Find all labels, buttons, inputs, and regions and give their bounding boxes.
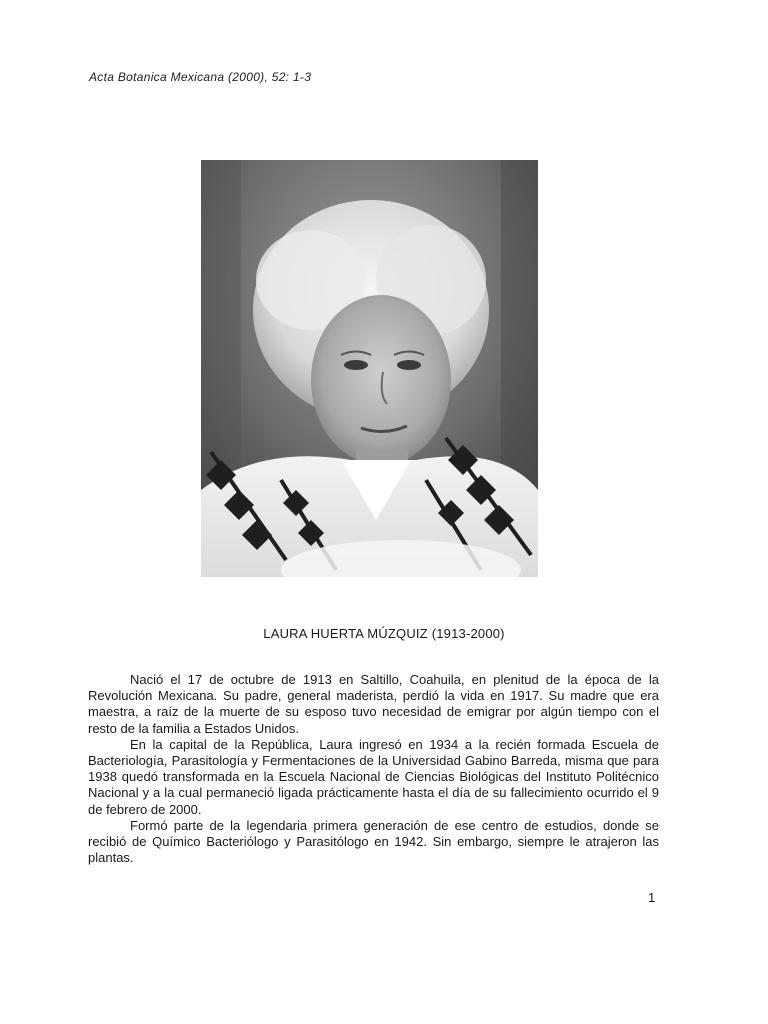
article-body	[88, 672, 659, 866]
portrait-illustration	[201, 160, 538, 577]
paragraph: En la capital de la República, Laura ingresó en 1934 a la recién formada Escuela de Bacteriología, Parasitología y Fermentaciones de la Universidad Gabino Barreda, misma que para 1938 quedó transformada en la Escuela Nacional de Ciencias Biológicas del Instituto Politécnico Nacional y a la cual permaneció ligada prácticamente hasta el día de su fallecimiento ocurrido el 9 de febrero de 2000.	[88, 736, 659, 817]
portrait-photo	[201, 160, 538, 577]
paragraph: Nació el 17 de octubre de 1913 en Saltillo, Coahuila, en plenitud de la época de la Revolución Mexicana. Su padre, general maderista, perdió la vida en 1917. Su madre que era maestra, a raíz de la muerte de su esposo tuvo necesidad de emigrar por algún tiempo con el resto de la familia a Estados Unidos.	[88, 672, 659, 736]
journal-citation-header: Acta Botanica Mexicana (2000), 52: 1-3	[89, 70, 312, 84]
page-number: 1	[648, 890, 656, 905]
paragraph: Formó parte de la legendaria primera generación de ese centro de estudios, donde se recibió de Químico Bacteriólogo y Parasitólogo en 1942. Sin embargo, siempre le atrajeron las plantas.	[88, 817, 659, 866]
article-title: LAURA HUERTA MÚZQUIZ (1913-2000)	[263, 626, 505, 641]
